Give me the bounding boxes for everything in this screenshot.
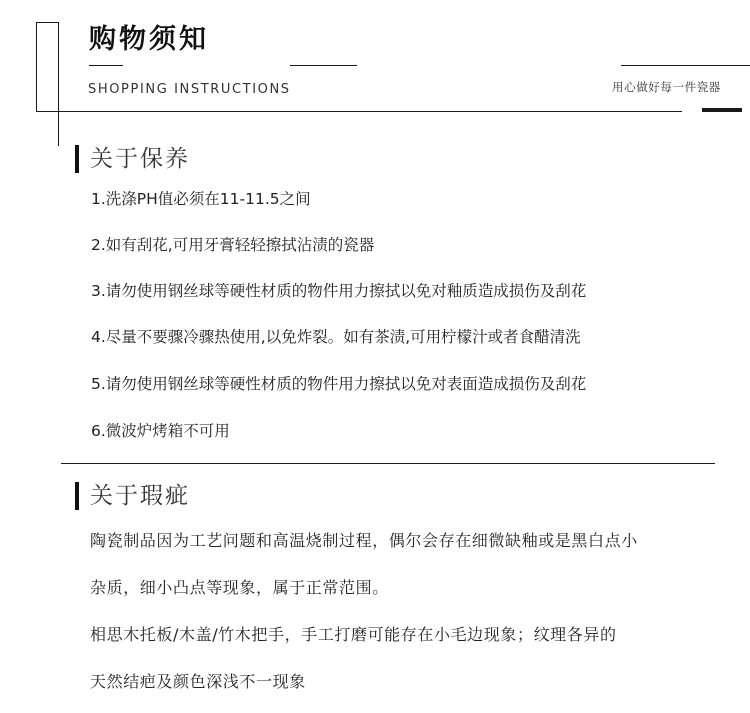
title-underline-short xyxy=(89,65,123,66)
brand-slogan: 用心做好每一件瓷器 xyxy=(612,80,721,94)
care-item: 6.微波炉烤箱不可用 xyxy=(91,422,230,440)
care-item: 2.如有刮花,可用牙膏轻轻擦拭沾渍的瓷器 xyxy=(91,236,375,254)
slogan-accent-bar xyxy=(702,108,742,112)
care-item: 1.洗涤PH值必须在11-11.5之间 xyxy=(91,190,311,208)
care-item: 4.尽量不要骤冷骤热使用,以免炸裂。如有茶渍,可用柠檬汁或者食醋清洗 xyxy=(91,328,581,346)
flaws-section-title: 关于瑕疵 xyxy=(75,482,190,510)
frame-line-bottom xyxy=(36,111,682,112)
page-subtitle: SHOPPING INSTRUCTIONS xyxy=(88,82,291,97)
flaws-paragraph-line: 天然结疤及颜色深浅不一现象 xyxy=(90,672,306,691)
care-section-title: 关于保养 xyxy=(75,145,190,173)
care-item: 3.请勿使用钢丝球等硬性材质的物件用力擦拭以免对釉质造成损伤及刮花 xyxy=(91,282,587,300)
care-item: 5.请勿使用钢丝球等硬性材质的物件用力擦拭以免对表面造成损伤及刮花 xyxy=(91,375,587,393)
flaws-paragraph-line: 陶瓷制品因为工艺问题和高温烧制过程，偶尔会存在细微缺釉或是黑白点小 xyxy=(90,531,638,550)
section-divider xyxy=(61,463,715,464)
flaws-paragraph-line: 杂质，细小凸点等现象，属于正常范围。 xyxy=(90,578,389,597)
title-underline-mid xyxy=(290,65,357,66)
slogan-overline xyxy=(621,65,750,66)
page-title: 购物须知 xyxy=(89,24,209,55)
frame-line-left-vertical xyxy=(36,22,37,112)
flaws-paragraph-line: 相思木托板/木盖/竹木把手，手工打磨可能存在小毛边现象；纹理各异的 xyxy=(90,625,617,644)
frame-line-top xyxy=(36,22,58,23)
frame-line-inner-vertical xyxy=(58,22,59,146)
